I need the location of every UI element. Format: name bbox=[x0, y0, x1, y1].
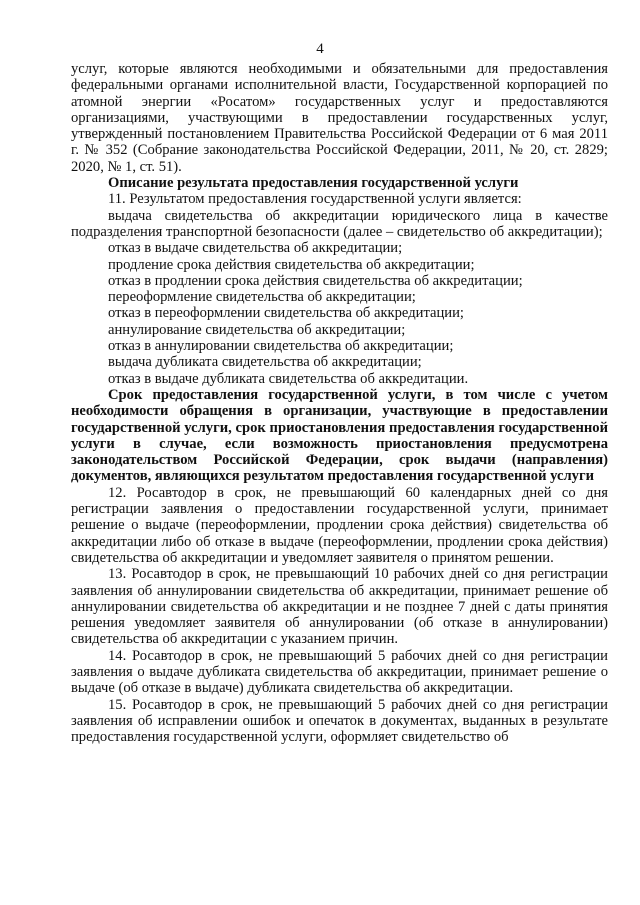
result-item-duplicate: выдача дубликата свидетельства об аккредитации; bbox=[108, 354, 422, 371]
intro-paragraph: услуг, которые являются необходимыми и обязательными для предоставления федеральными органами исполнительной власти, Государственной корпорацией по атомной энергии «Росатом» государственных услуг и предоставляются организациями, участвующими в предоставлении государственных услуг, утвержденный постановлением Правительства Российской Федерации от 6 мая 2011 г. № 352 (Собрание законодательства Российской Федерации, 2011, № 20, ст. 2829; 2020, № 1, ст. 51). bbox=[71, 61, 608, 175]
paragraph-12: 12. Росавтодор в срок, не превышающий 60 календарных дней со дня регистрации заявления о предоставлении государственной услуги, принимает решение о выдаче (переоформлении, продлении срока действия) свидетельства об аккредитации либо об отказе в выдаче (переоформлении, продлении срока действия) свидетельства об аккредитации и уведомляет заявителя о принятом решении. bbox=[71, 484, 608, 566]
result-item-refusal-cancellation: отказ в аннулировании свидетельства об аккредитации; bbox=[108, 338, 454, 355]
document-body bbox=[71, 61, 608, 745]
result-item-refusal-reissue: отказ в переоформлении свидетельства об аккредитации; bbox=[108, 305, 464, 322]
page-number: 4 bbox=[316, 41, 324, 57]
heading-term: Срок предоставления государственной услуги, в том числе с учетом необходимости обращения в организации, участвующие в предоставлении государственной услуги, срок приостановления предоставления государственной услуги в случае, если возможность приостановления предусмотрена законодательством Российской Федерации, срок выдачи (направления) документов, являющихся результатом предоставления государственной услуги bbox=[71, 386, 608, 485]
result-item-refusal-extension: отказ в продлении срока действия свидетельства об аккредитации; bbox=[108, 272, 523, 289]
heading-result: Описание результата предоставления государственной услуги bbox=[108, 175, 519, 192]
paragraph-13: 13. Росавтодор в срок, не превышающий 10 рабочих дней со дня регистрации заявления об аннулировании свидетельства об аккредитации, принимает решение об аннулировании свидетельства об аккредитации и не позднее 7 дней с даты принятия решения уведомляет заявителя об аннулировании (об отказе в аннулировании) свидетельства об аккредитации с указанием причин. bbox=[71, 566, 608, 648]
result-item-cancellation: аннулирование свидетельства об аккредитации; bbox=[108, 321, 406, 338]
paragraph-15: 15. Росавтодор в срок, не превышающий 5 рабочих дней со дня регистрации заявления об исправлении ошибок и опечаток в документах, выданных в результате предоставления государственной услуги, оформляет свидетельство об bbox=[71, 696, 608, 746]
result-item-reissue: переоформление свидетельства об аккредитации; bbox=[108, 289, 416, 306]
paragraph-14: 14. Росавтодор в срок, не превышающий 5 рабочих дней со дня регистрации заявления о выдаче дубликата свидетельства об аккредитации, принимает решение о выдаче (об отказе в выдаче) дубликата свидетельства об аккредитации. bbox=[71, 647, 608, 697]
result-item-issue: выдача свидетельства об аккредитации юридического лица в качестве подразделения транспортной безопасности (далее – свидетельство об аккредитации); bbox=[71, 207, 608, 240]
result-item-refusal-issue: отказ в выдаче свидетельства об аккредитации; bbox=[108, 240, 403, 257]
result-item-refusal-duplicate: отказ в выдаче дубликата свидетельства об аккредитации. bbox=[108, 370, 469, 387]
result-item-extension: продление срока действия свидетельства об аккредитации; bbox=[108, 256, 475, 273]
paragraph-11: 11. Результатом предоставления государственной услуги является: bbox=[108, 191, 522, 208]
